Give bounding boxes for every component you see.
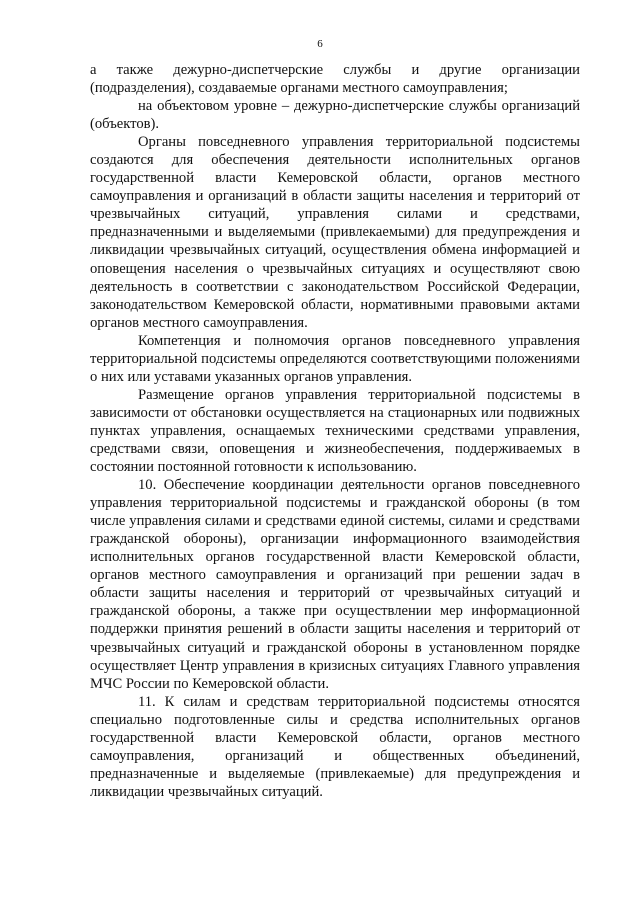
- document-body: [90, 61, 580, 801]
- paragraph-municipal-services: а также дежурно-диспетчерские службы и другие организации (подразделения), создаваемые органами местного самоуправления;: [90, 62, 580, 97]
- paragraph-competence: Компетенция и полномочия органов повседневного управления территориальной подсистемы определяются соответствующими положениями о них или уставами указанных органов управления.: [90, 332, 580, 385]
- paragraph-object-level: на объектовом уровне – дежурно-диспетчерские службы организаций (объектов).: [90, 98, 580, 133]
- paragraph-section-11: 11. К силам и средствам территориальной подсистемы относятся специально подготовленные силы и средства исполнительных органов государственной власти Кемеровской области, органов местного самоуправления, организаций и общественных объединений, предназначенные и выделяемые (привлекаемые) для предупреждения и ликвидации чрезвычайных ситуаций.: [90, 693, 580, 800]
- paragraph-section-10: 10. Обеспечение координации деятельности органов повседневного управления территориальной подсистемы и гражданской обороны (в том числе управления силами и средствами единой системы, силами и средствами гражданской обороны), организации информационного взаимодействия исполнительных органов государственной власти Кемеровской области, органов местного самоуправления и организаций при решении задач в области защиты населения и территорий от чрезвычайных ситуаций и гражданской обороны, а также при осуществлении мер информационной поддержки принятия решений в области защиты населения и территорий от чрезвычайных ситуаций и гражданской обороны в установленном порядке осуществляет Центр управления в кризисных ситуациях Главного управления МЧС России по Кемеровской области.: [90, 477, 580, 692]
- paragraph-daily-management-bodies: Органы повседневного управления территориальной подсистемы создаются для обеспечения деятельности исполнительных органов государственной власти Кемеровской области, органов местного самоуправления и организаций в области защиты населения и территорий от чрезвычайных ситуаций, управления силами и средствами, предназначенными и выделяемыми (привлекаемыми) для предупреждения и ликвидации чрезвычайных ситуаций, осуществления обмена информацией и оповещения населения о чрезвычайных ситуациях и осуществляют свою деятельность в соответствии с законодательством Российской Федерации, законодательством Кемеровской области, нормативными правовыми актами органов местного самоуправления.: [90, 134, 580, 331]
- paragraph-placement: Размещение органов управления территориальной подсистемы в зависимости от обстановки осуществляется на стационарных или подвижных пунктах управления, оснащаемых техническими средствами управления, средствами связи, оповещения и жизнеобеспечения, поддерживаемых в состоянии постоянной готовности к использованию.: [90, 386, 580, 476]
- page-number: 6: [317, 38, 323, 50]
